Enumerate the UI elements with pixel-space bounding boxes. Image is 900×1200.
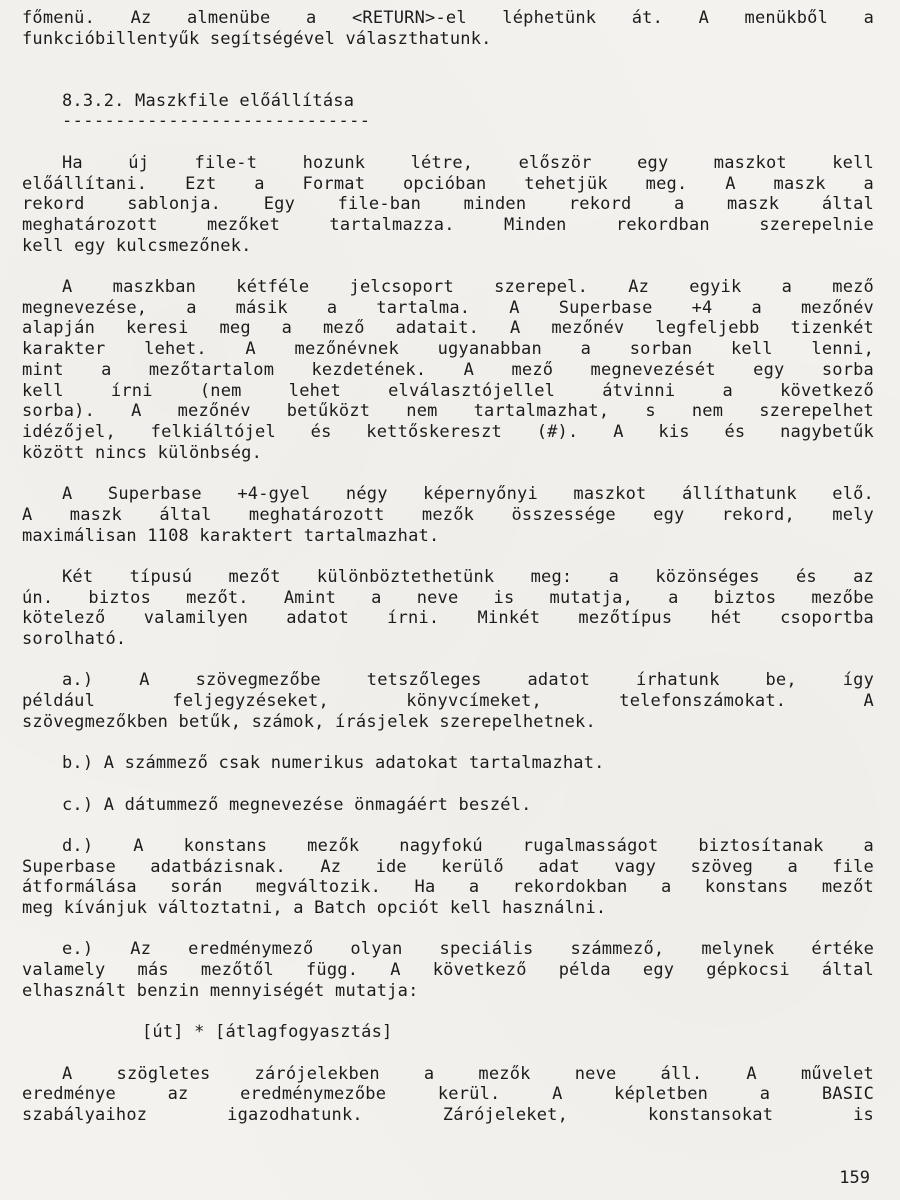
- text-line: d.) A konstans mezők nagyfokú rugalmasságot biztosítanak a: [62, 835, 874, 856]
- text-line: maximálisan 1108 karaktert tartalmazhat.: [22, 525, 440, 546]
- text-line: főmenü. Az almenübe a <RETURN>-el léphetünk át. A menükből a: [22, 8, 874, 28]
- paragraph-brackets: [22, 1064, 874, 1126]
- text-line: e.) Az eredménymező olyan speciális számmező, melynek értéke: [62, 939, 874, 960]
- formula-example: [út] * [átlagfogyasztás]: [142, 1022, 393, 1043]
- text-line: A Superbase +4-gyel négy képernyőnyi maszkot állíthatunk elő.: [62, 484, 874, 505]
- paragraph-mask-groups: [22, 277, 874, 463]
- text-line: Superbase adatbázisnak. Az ide kerülő adat vagy szöveg a file: [22, 856, 874, 877]
- text-line: Ha új file-t hozunk létre, először egy maszkot kell: [62, 152, 874, 173]
- text-line: A szögletes zárójelekben a mezők neve áll. A művelet: [62, 1063, 874, 1084]
- text-line: valamely más mezőtől függ. A következő példa egy gépkocsi által: [22, 960, 874, 981]
- text-line: c.) A dátummező megnevezése önmagáért beszél.: [62, 794, 532, 815]
- text-line: a.) A szövegmezőbe tetszőleges adatot írhatunk be, így: [62, 670, 874, 691]
- text-line: mint a mezőtartalom kezdetének. A mező megnevezését egy sorba: [22, 359, 874, 380]
- page-number: 159: [839, 1168, 870, 1188]
- section-heading: 8.3.2. Maszkfile előállítása: [62, 90, 355, 111]
- text-line: megnevezése, a másik a tartalma. A Superbase +4 a mezőnév: [22, 297, 874, 318]
- text-line: sorba). A mezőnév betűközt nem tartalmazhat, s nem szerepelhet: [22, 401, 874, 422]
- text-line: A maszkban kétféle jelcsoport szerepel. Az egyik a mező: [62, 277, 874, 298]
- text-line: szabályaihoz igazodhatunk. Zárójeleket, konstansokat is: [22, 1105, 874, 1126]
- text-line: előállítani. Ezt a Format opcióban tehetjük meg. A maszk a: [22, 173, 874, 194]
- text-line: idézőjel, felkiáltójel és kettőskereszt (#). A kis és nagybetűk: [22, 422, 874, 442]
- text-line: A maszk által meghatározott mezők összessége egy rekord, mely: [22, 504, 874, 525]
- text-line: elhasznált benzin mennyiségét mutatja:: [22, 980, 419, 1001]
- text-line: ún. biztos mezőt. Amint a neve is mutatja, a biztos mezőbe: [22, 587, 874, 608]
- text-line: között nincs különbség.: [22, 442, 263, 463]
- text-line: meg kívánjuk változtatni, a Batch opciót kell használni.: [22, 898, 607, 919]
- text-line: átformálása során megváltozik. Ha a rekordokban a konstans mezőt: [22, 877, 874, 898]
- paragraph-new-file: [22, 153, 874, 257]
- text-line: b.) A számmező csak numerikus adatokat tartalmazhat.: [62, 753, 605, 774]
- text-line: alapján keresi meg a mező adatait. A mezőnév legfeljebb tizenkét: [22, 318, 874, 339]
- text-line: meghatározott mezőket tartalmazza. Minden rekordban szerepelnie: [22, 214, 874, 235]
- list-item-e: [22, 939, 874, 1001]
- list-item-a: [22, 670, 874, 732]
- text-line: sorolható.: [22, 629, 127, 649]
- text-line: karakter lehet. A mezőnévnek ugyanabban a sorban kell lenni,: [22, 339, 874, 360]
- text-line: rekord sablonja. Egy file-ban minden rekord a maszk által: [22, 194, 874, 215]
- text-line: szövegmezőkben betűk, számok, írásjelek szerepelhetnek.: [22, 711, 596, 732]
- list-item-b: [22, 753, 874, 774]
- list-item-d: [22, 836, 874, 919]
- text-line: eredménye az eredménymezőbe kerül. A képletben a BASIC: [22, 1084, 874, 1105]
- text-line: kell írni (nem lehet elválasztójellel átvinni a következő: [22, 380, 874, 401]
- text-line: Két típusú mezőt különböztethetünk meg: a közönséges és az: [62, 566, 874, 587]
- paragraph-screen-masks: [22, 484, 874, 546]
- text-line: funkcióbillentyűk segítségével választhatunk.: [22, 28, 492, 49]
- paragraph-field-types: [22, 567, 874, 650]
- document-body: [22, 8, 874, 1126]
- heading-underline: -----------------------------: [62, 111, 371, 132]
- text-line: kell egy kulcsmezőnek.: [22, 235, 252, 256]
- text-line: kötelező valamilyen adatot írni. Minkét mezőtípus hét csoportba: [22, 608, 874, 629]
- text-line: például feljegyzéseket, könyvcímeket, telefonszámokat. A: [22, 691, 874, 712]
- list-item-c: [22, 795, 874, 816]
